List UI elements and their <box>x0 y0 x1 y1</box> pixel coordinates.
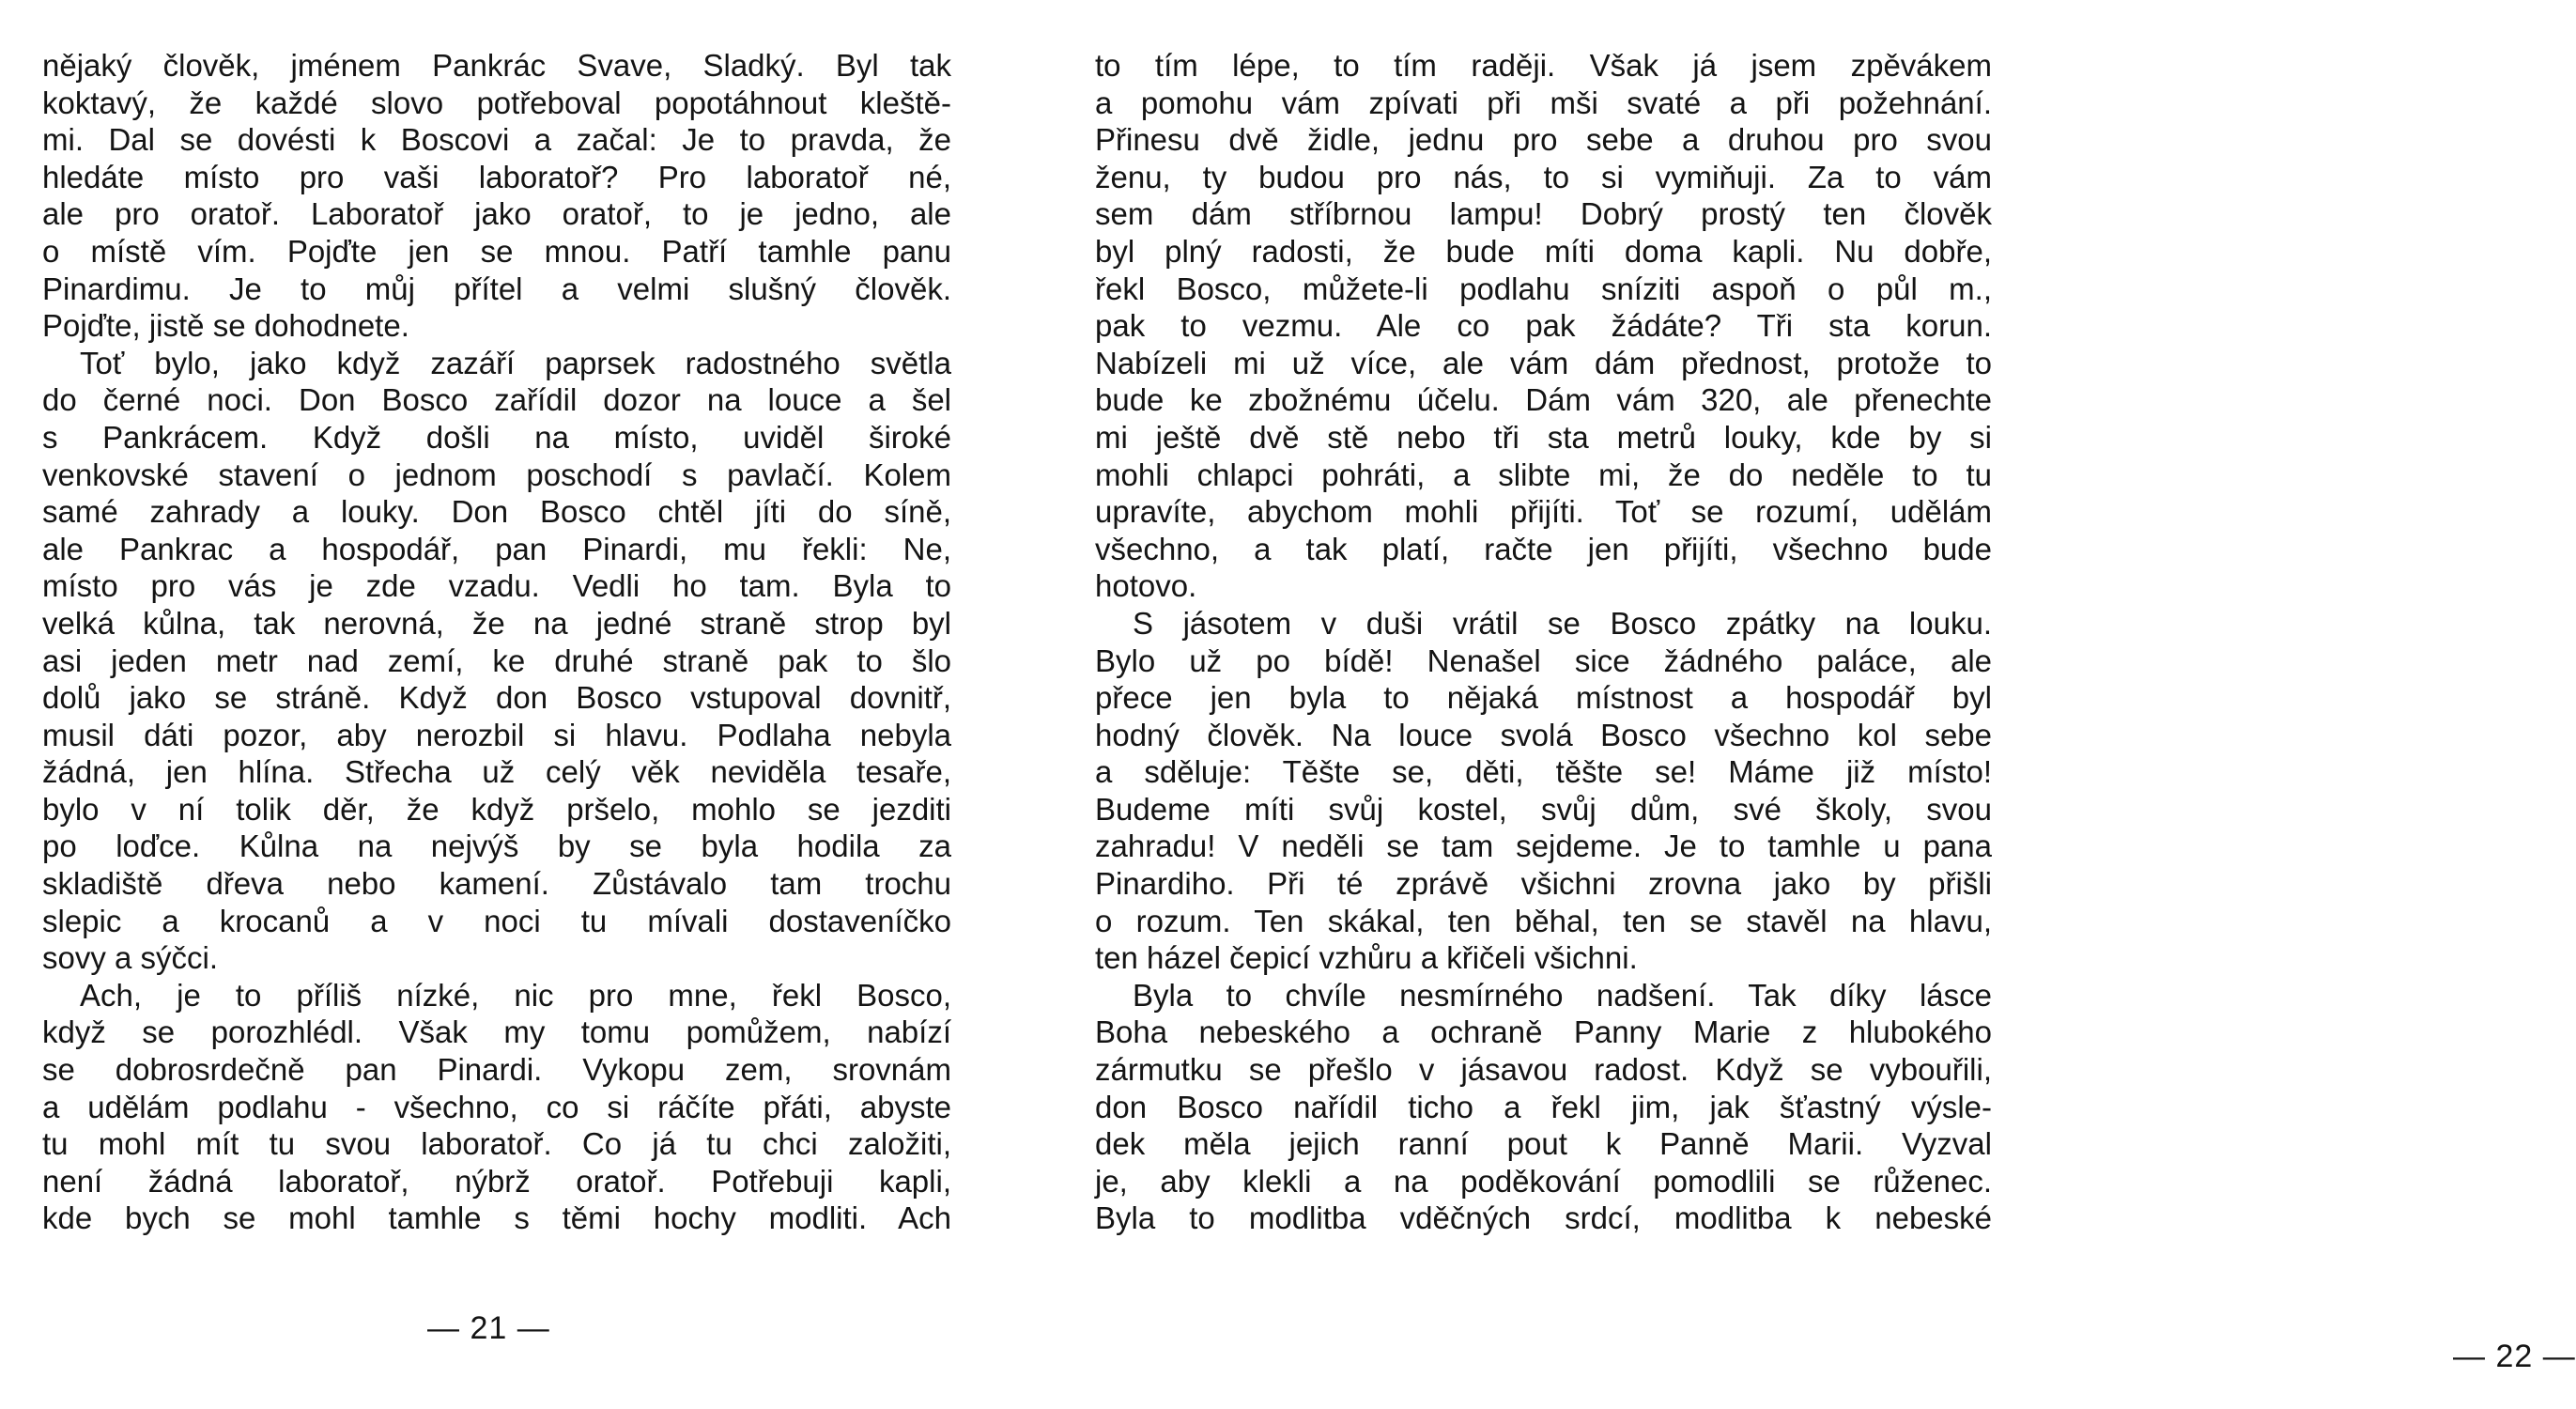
text-line: když se porozhlédl. Však my tomu pomůžem, nabízí <box>42 1014 951 1050</box>
text-line: Byla to chvíle nesmírného nadšení. Tak díky lásce <box>1133 977 1992 1013</box>
text-line: zármutku se přešlo v jásavou radost. Když se vybouřili, <box>1095 1052 1992 1088</box>
text-line: Pojďte, jistě se dohodnete. <box>42 308 409 344</box>
text-line: pak to vezmu. Ale co pak žádáte? Tři sta korun. <box>1095 308 1992 344</box>
text-line: Budeme míti svůj kostel, svůj dům, své školy, svou <box>1095 791 1992 827</box>
text-line: bude ke zbožnému účelu. Dám vám 320, ale přenechte <box>1095 382 1992 418</box>
text-line: sovy a sýčci. <box>42 940 219 976</box>
text-line: tu mohl mít tu svou laboratoř. Co já tu chci založiti, <box>42 1126 951 1162</box>
text-line: Přinesu dvě židle, jednu pro sebe a druhou pro svou <box>1095 122 1992 158</box>
text-line: venkovské stavení o jednom poschodí s pavlačí. Kolem <box>42 457 951 492</box>
text-line: Pinardimu. Je to můj přítel a velmi slušný člověk. <box>42 271 951 306</box>
text-line: nějaký člověk, jménem Pankrác Svave, Sladký. Byl tak <box>42 48 951 83</box>
text-line: žádná, jen hlína. Střecha už celý věk neviděla tesaře, <box>42 754 951 790</box>
text-line: ženu, ty budou pro nás, to si vymiňuji. Za to vám <box>1095 159 1992 194</box>
text-line: mi ještě dvě stě nebo tři sta metrů louky, kde by si <box>1095 419 1992 455</box>
text-line: byl plný radosti, že bude míti doma kapli. Nu dobře, <box>1095 233 1992 269</box>
text-line: mohli chlapci pohráti, a slibte mi, že do neděle to tu <box>1095 457 1992 492</box>
text-line: se dobrosrdečně pan Pinardi. Vykopu zem, srovnám <box>42 1052 951 1088</box>
text-line: s Pankrácem. Když došli na místo, uviděl široké <box>42 419 951 455</box>
text-line: Nabízeli mi už více, ale vám dám přednost, protože to <box>1095 345 1992 380</box>
text-line: samé zahrady a louky. Don Bosco chtěl jíti do síně, <box>42 494 951 530</box>
text-line: ale Pankrac a hospodář, pan Pinardi, mu řekli: Ne, <box>42 531 951 566</box>
text-line: slepic a krocanů a v noci tu mívali dostaveníčko <box>42 903 951 938</box>
text-line: zahradu! V neděli se tam sejdeme. Je to tamhle u pana <box>1095 828 1992 864</box>
text-line: mi. Dal se dovésti k Boscovi a začal: Je to pravda, že <box>42 122 951 158</box>
text-line: ale pro oratoř. Laboratoř jako oratoř, to je jedno, ale <box>42 196 951 232</box>
text-line: Pinardiho. Při té zprávě všichni zrovna jako by přišli <box>1095 866 1992 902</box>
text-line: a pomohu vám zpívati při mši svaté a při požehnání. <box>1095 85 1992 120</box>
text-line: sem dám stříbrnou lampu! Dobrý prostý ten člověk <box>1095 196 1992 232</box>
text-line: Byla to modlitba vděčných srdcí, modlitba k nebeské <box>1095 1200 1992 1236</box>
text-line: do černé noci. Don Bosco zařídil dozor na louce a šel <box>42 382 951 418</box>
right-page-number: — 22 — <box>2453 1339 2576 1374</box>
text-line: ten házel čepicí vzhůru a křičeli všichni. <box>1095 940 1638 976</box>
text-line: to tím lépe, to tím raději. Však já jsem zpěvákem <box>1095 48 1992 83</box>
text-line: skladiště dřeva nebo kamení. Zůstávalo tam trochu <box>42 866 951 902</box>
text-line: o místě vím. Pojďte jen se mnou. Patří tamhle panu <box>42 233 951 269</box>
text-line: dek měla jejich ranní pout k Panně Marii. Vyzval <box>1095 1126 1992 1162</box>
text-line: kde bych se mohl tamhle s těmi hochy modliti. Ach <box>42 1200 951 1236</box>
text-line: Ach, je to příliš nízké, nic pro mne, řekl Bosco, <box>80 977 951 1013</box>
text-line: a udělám podlahu - všechno, co si ráčíte přáti, abyste <box>42 1089 951 1124</box>
text-line: Boha nebeského a ochraně Panny Marie z hlubokého <box>1095 1014 1992 1050</box>
text-line: velká kůlna, tak nerovná, že na jedné straně strop byl <box>42 605 951 641</box>
text-line: hledáte místo pro vaši laboratoř? Pro laboratoř né, <box>42 159 951 194</box>
text-line: Toť bylo, jako když zazáří paprsek radostného světla <box>80 345 951 380</box>
text-line: o rozum. Ten skákal, ten běhal, ten se stavěl na hlavu, <box>1095 903 1992 938</box>
text-line: hodný člověk. Na louce svolá Bosco všechno kol sebe <box>1095 717 1992 752</box>
text-line: není žádná laboratoř, nýbrž oratoř. Potřebuji kapli, <box>42 1163 951 1199</box>
text-line: po loďce. Kůlna na nejvýš by se byla hodila za <box>42 828 951 864</box>
right-page-body <box>1095 47 1992 1237</box>
text-line: hotovo. <box>1095 568 1197 604</box>
text-line: bylo v ní tolik děr, že když pršelo, mohlo se jezditi <box>42 791 951 827</box>
text-line: don Bosco nařídil ticho a řekl jim, jak šťastný výsle- <box>1095 1089 1992 1124</box>
right-page <box>1004 0 2576 1409</box>
left-page-body <box>42 47 951 1237</box>
text-line: asi jeden metr nad zemí, ke druhé straně pak to šlo <box>42 643 951 678</box>
text-line: přece jen byla to nějaká místnost a hospodář byl <box>1095 680 1992 716</box>
left-page-number: — 21 — <box>427 1310 550 1346</box>
text-line: musil dáti pozor, aby nerozbil si hlavu. Podlaha nebyla <box>42 717 951 752</box>
text-line: Bylo už po bídě! Nenašel sice žádného paláce, ale <box>1095 643 1992 678</box>
text-line: místo pro vás je zde vzadu. Vedli ho tam. Byla to <box>42 568 951 604</box>
left-page <box>0 0 1004 1409</box>
text-line: všechno, a tak platí, račte jen přijíti, všechno bude <box>1095 531 1992 566</box>
text-line: řekl Bosco, můžete-li podlahu sníziti aspoň o půl m., <box>1095 271 1992 306</box>
text-line: koktavý, že každé slovo potřeboval popotáhnout kleště- <box>42 85 951 120</box>
text-line: a sděluje: Těšte se, děti, těšte se! Máme již místo! <box>1095 754 1992 790</box>
text-line: S jásotem v duši vrátil se Bosco zpátky na louku. <box>1133 605 1992 641</box>
text-line: dolů jako se stráně. Když don Bosco vstupoval dovnitř, <box>42 680 951 716</box>
text-line: je, aby klekli a na poděkování pomodlili se růženec. <box>1095 1163 1992 1199</box>
text-line: upravíte, abychom mohli přijíti. Toť se rozumí, udělám <box>1095 494 1992 530</box>
